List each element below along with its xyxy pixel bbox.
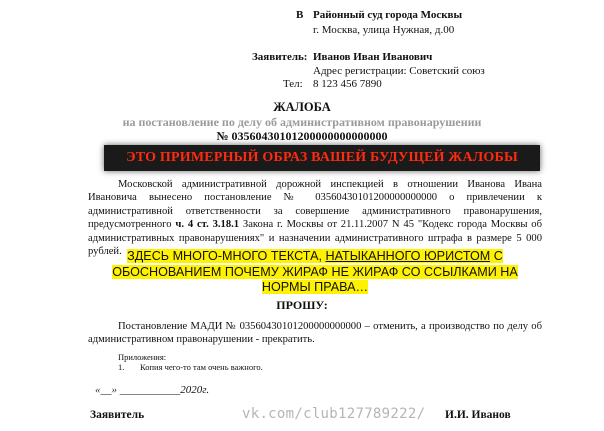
attachments-label: Приложения: bbox=[118, 352, 167, 362]
footer-applicant-label: Заявитель bbox=[90, 409, 145, 421]
date-line: «__» ___________2020г. bbox=[95, 384, 210, 396]
resolution-number: № 03560430101200000000000000 bbox=[216, 129, 388, 143]
phone-label: Тел: bbox=[283, 78, 303, 90]
phone-number: 8 123 456 7890 bbox=[313, 78, 382, 90]
request-text: Постановление МАДИ № 03560430101200000000000 – отменить, а производство по делу об административном правонарушении - прекратить. bbox=[88, 321, 542, 346]
document-title: ЖАЛОБА bbox=[273, 100, 331, 114]
request-heading: ПРОШУ: bbox=[276, 298, 328, 312]
court-name: Районный суд города Москвы bbox=[313, 9, 463, 21]
registration-address: Адрес регистрации: Советский союз bbox=[313, 65, 485, 77]
highlight-part2: С ОБОСНОВАНИЕМ ПОЧЕМУ ЖИРАФ НЕ ЖИРАФ СО ССЫЛКАМИ НА НОРМЫ ПРАВА… bbox=[112, 249, 518, 294]
attachment-item: Копия чего-то там очень важного. bbox=[140, 362, 263, 372]
applicant-label: Заявитель: bbox=[252, 51, 308, 63]
body-text-part2: Закона г. Москвы от 21.11.2007 N 45 "Кодекс города Москвы об административных правонарушениях" и назначении административного штрафа в размере 5 000 рублей. bbox=[88, 219, 542, 258]
article-reference: ч. 4 ст. 3.18.1 bbox=[175, 219, 240, 231]
sample-banner: ЭТО ПРИМЕРНЫЙ ОБРАЗ ВАШЕЙ БУДУЩЕЙ ЖАЛОБЫ bbox=[104, 145, 540, 171]
signature-name: И.И. Иванов bbox=[445, 409, 511, 421]
attachment-number: 1. bbox=[118, 362, 125, 372]
highlight-underlined: НАТЫКАННОГО ЮРИСТОМ bbox=[325, 249, 491, 263]
court-address: г. Москва, улица Нужная, д.00 bbox=[313, 24, 455, 36]
watermark: vk.com/club127789222/ bbox=[242, 406, 426, 422]
highlight-part1: ЗДЕСЬ МНОГО-МНОГО ТЕКСТА, bbox=[127, 249, 326, 263]
document-subtitle: на постановление по делу об административном правонарушении bbox=[122, 115, 482, 129]
court-prefix: В bbox=[296, 9, 304, 21]
highlighted-placeholder bbox=[88, 249, 542, 296]
body-paragraph bbox=[88, 178, 542, 258]
body-text-part1: Московской административной дорожной инспекцией в отношении Иванова Ивана Ивановича вынесено постановление № 03560430101200000000000 о привлечении к административной ответственности за совершение административного правонарушения, предусмотренного bbox=[88, 179, 542, 231]
applicant-name: Иванов Иван Иванович bbox=[313, 51, 433, 63]
